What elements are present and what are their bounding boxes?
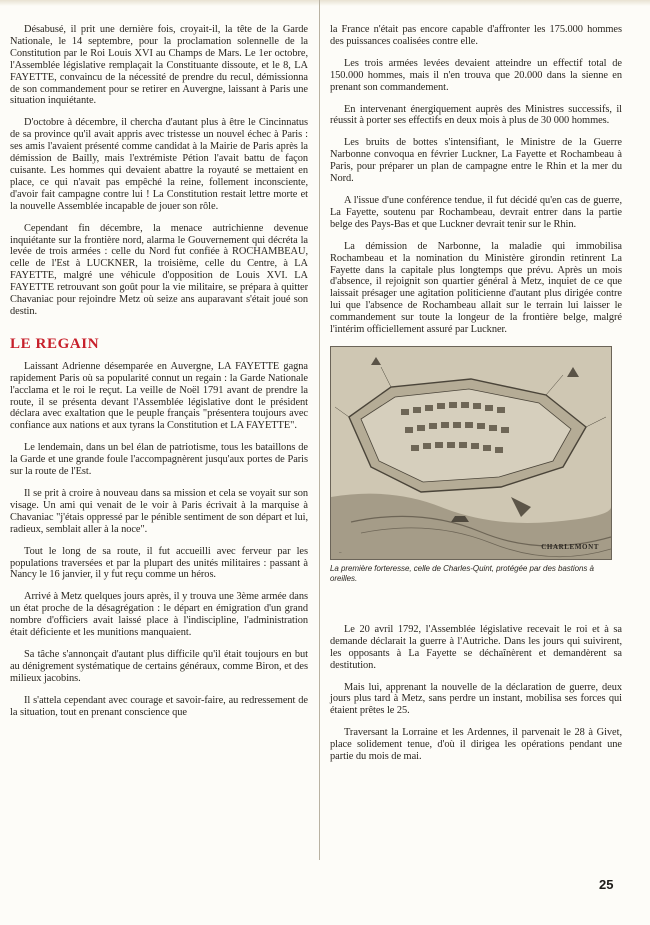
plate-label: CHARLEMONT [541,542,599,551]
engraver-signature: ~ [339,549,342,555]
paragraph: A l'issue d'une conférence tendue, il fut décidé qu'en cas de guerre, La Fayette, soutenu par Rochambeau, devrait entrer dans la partie belge des Pays-Bas et que Luckner devrait tenir sur le Rhin. [330,194,622,230]
paragraph: Désabusé, il prit une dernière fois, croyait-il, la tête de la Garde Nationale, le 14 septembre, pour la proclamation solennelle de la Constitution par le Roi Louis XVI au Champs de Mars. Le 1er octobre, l'Assemblée législative remplaçait la Constituante dissoute, et le 8, LA FAYETTE, convaincu de la nécessité de prendre du recul, démissionna de son commandement pour se retirer en Auvergne, laissant à Paris une situation inquiétante. [10,24,308,107]
paragraph: Il se prit à croire à nouveau dans sa mission et cela se voyait sur son visage. Un ami qui venait de le voir à Paris écrivait à la marquise à Chavaniac "j'étais oppressé par le pénible sentiment de son départ et lui, radieux, semblait aller à la noce". [10,488,308,535]
paragraph: Les trois armées levées devaient atteindre un effectif total de 150.000 hommes, mais il n'en trouva que 20.000 dans la sienne en prenant son commandement. [330,57,622,93]
fortress-engraving [330,346,612,560]
paragraph: Traversant la Lorraine et les Ardennes, il parvenait le 28 à Givet, place solidement tenue, d'où il dirigea les opérations pendant une partie du mois de mai. [330,727,622,763]
paragraph: Les bruits de bottes s'intensifiant, le Ministre de la Guerre Narbonne convoqua en février Luckner, La Fayette et Rochambeau à Paris, pour préparer un plan de campagne entre le Rhin et la mer du Nord. [330,137,622,185]
paragraph: Il s'attela cependant avec courage et savoir-faire, au redressement de la situation, tout en prenant conscience que [10,694,308,718]
paragraph: Sa tâche s'annonçait d'autant plus difficile qu'il était toujours en but au dénigrement systématique de certains généraux, comme Biron, et des milieux jacobins. [10,648,308,684]
left-column [10,24,308,729]
paragraph: La démission de Narbonne, la maladie qui immobilisa Rochambeau et la nomination du Ministère girondin retinrent La Fayette dans la capitale plus longtemps que prévu. Après un mois d'absence, il rejoignit son quartier général à Metz, inquiet de ce que laissait présager une agitation politicienne d'autant plus dirigée contre lui que l'absence de Rochambeau allait sur le terrain lui laisser le commandement sur toute la longeur de la frontière belge, malgré l'intérim officiellement assuré par Luckner. [330,240,622,336]
paragraph: la France n'était pas encore capable d'affronter les 175.000 hommes des puissances coalisées contre elle. [330,24,622,47]
top-rule [0,0,650,6]
paragraph: Tout le long de sa route, il fut accueilli avec ferveur par les populations traversées et par la plupart des unités militaires : passant à Nancy le 16 janvier, il y fut reçu comme un héros. [10,545,308,581]
paragraph: Arrivé à Metz quelques jours après, il y trouva une 3ème armée dans un état proche de la désagrégation : le départ en émigration d'un grand nombre d'officiers avait laissé place à l'indiscipline, l'administration était déficiente et les munitions manquaient. [10,591,308,639]
paragraph: Laissant Adrienne désemparée en Auvergne, LA FAYETTE gagna rapidement Paris où sa popularité connut un regain : la Garde Nationale l'acclama et le roi le reçut. La veille de Noël 1791 avant de prendre la route, il se présenta devant l'Assemblée législative dont le président déclara avec exaltation que le peuple français "présentera toujours avec confiance aux nations et aux tyrans la Constitution et LA FAYETTE". [10,360,308,432]
paragraph: Le 20 avril 1792, l'Assemblée législative recevait le roi et à sa demande déclarait la guerre à l'Autriche. Dans les jours qui suivirent, les opposants à La Fayette se déchaînèrent et demandèrent sa destitution. [330,623,622,671]
paragraph: Le lendemain, dans un bel élan de patriotisme, tous les bataillons de la Garde et une grande foule l'accompagnèrent jusqu'aux portes de Paris sur la route de l'Est. [10,442,308,478]
figure-caption: La première forteresse, celle de Charles-Quint, protégée par des bastions à oreilles. [330,563,594,583]
paragraph: D'octobre à décembre, il chercha d'autant plus à être le Cincinnatus de sa province qu'il avait appris avec tristesse un nouvel échec à Paris : ses amis l'avaient présenté comme candidat à la Mairie de Paris après la démission de Bailly, mais l'extrémiste Pétion l'avait battu de façon cuisante. Les hommes qui devaient abattre la royauté se mettaient en place, ce qui n'avait pas empêché la reine, follement inconsciente, d'avoir fait campagne contre lui ! La Constitution restait lettre morte et la nouvelle Assemblée incapable de jouer son rôle. [10,117,308,212]
column-divider [319,0,320,860]
spacer [330,584,622,624]
section-title: LE REGAIN [10,335,100,352]
right-column [330,24,622,773]
paragraph: Mais lui, apprenant la nouvelle de la déclaration de guerre, deux jours plus tard à Metz, sans perdre un instant, mobilisa ses forces qui étaient prêtes le 25. [330,681,622,717]
page-number: 25 [599,877,614,892]
paragraph: En intervenant énergiquement auprès des Ministres successifs, il réussit à porter ses effectifs en deux mois à plus de 30 000 hommes. [330,103,622,127]
paragraph: Cependant fin décembre, la menace autrichienne devenue inquiétante sur la frontière nord, alarma le Gouvernement qui décréta la levée de trois armées : celle du Nord fut confiée à ROCHAMBEAU, celle de l'Est à LUCKNER, la troisième, celle du Centre, à LA FAYETTE, malgré une véhicule d'opposition de Louis XVI. LA FAYETTE retrouvant son goût pour la vie militaire, se prépara à quitter Chavaniac pour rejoindre Metz où seize ans auparavant s'était joué son destin. [10,222,308,317]
